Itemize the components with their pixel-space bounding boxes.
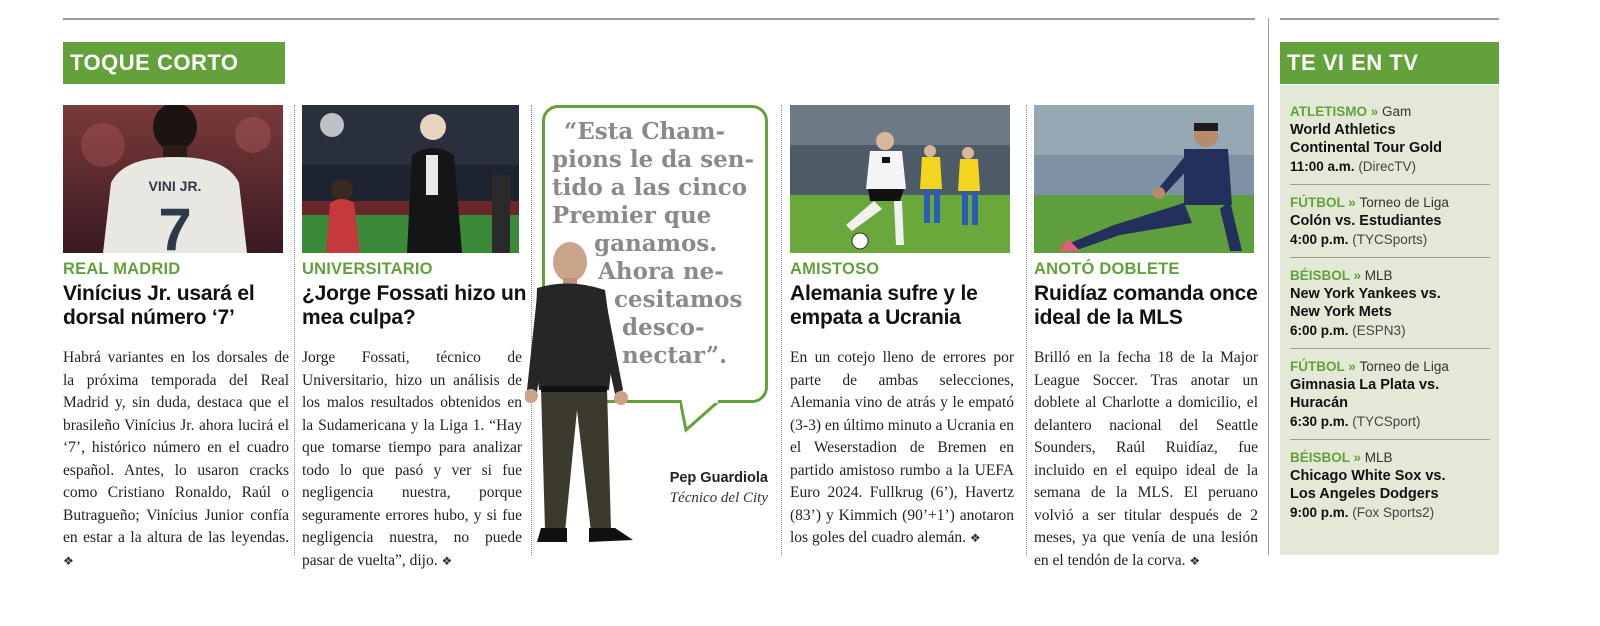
tv-event: New York Yankees vs. New York Mets <box>1290 286 1441 320</box>
tv-separator <box>1290 439 1490 440</box>
tv-time: 9:00 p.m. (Fox Sports2) <box>1290 505 1435 520</box>
quote-bubble-tail <box>680 400 740 434</box>
article-photo-alemania <box>790 105 1010 253</box>
quote-attribution-role: Técnico del City <box>669 490 768 506</box>
tv-league: Gam <box>1382 104 1412 119</box>
top-rule-sidebar <box>1280 18 1499 20</box>
article-body: Jorge Fossati, técnico de Universitario, hizo un análisis de los malos resultados obtenidos en la Sudamericana y la Liga 1. “Hay que tomarse tiempo para analizar todo lo que pasó y ver si fue negligencia nuestra, porque seguramente errores hubo, y si fue negligencia nuestra, no puede pasar de vuelta”, dijo. ❖ <box>302 349 522 569</box>
tv-sport: BÉISBOL <box>1290 450 1350 465</box>
tv-separator <box>1290 257 1490 258</box>
tv-sport: BÉISBOL <box>1290 268 1350 283</box>
article-headline[interactable]: ¿Jorge Fossati hizo un mea culpa? <box>302 282 527 329</box>
tv-time: 11:00 a.m. (DirecTV) <box>1290 159 1417 174</box>
article-body: En un cotejo lleno de errores por parte de ambas selecciones, Alemania vino de atrás y le empató (3-3) en último minuto a Ucrania en el Weserstadion de Bremen en partido amistoso rumbo a la UEFA Euro 2024. Fullkrug (6’), Havertz (83’) y Kimmich (90’+1’) anotaron los goles del cuadro alemán. ❖ <box>790 349 1014 546</box>
column-separator <box>1026 105 1027 555</box>
tv-listing <box>1290 449 1490 520</box>
sidebar-title: TE VI EN TV <box>1287 50 1419 75</box>
column-separator <box>294 105 295 555</box>
double-chevron-icon: » <box>1349 268 1365 283</box>
tv-time: 6:30 p.m. (TYCSport) <box>1290 414 1421 429</box>
tv-time: 6:00 p.m. (ESPN3) <box>1290 323 1406 338</box>
top-rule-main <box>63 18 1255 20</box>
column-separator <box>781 105 782 555</box>
article-photo-vinicius <box>63 105 283 253</box>
double-chevron-icon: » <box>1344 195 1360 210</box>
double-chevron-icon: » <box>1344 359 1360 374</box>
article-headline[interactable]: Vinícius Jr. usará el dorsal número ‘7’ <box>63 282 255 329</box>
jersey-name: VINI JR. <box>148 178 202 194</box>
guardiola-figure <box>525 240 645 545</box>
article-photo-fossati <box>302 105 519 253</box>
tv-league: MLB <box>1364 450 1393 465</box>
quote-text: “Esta Cham- pions le da sen- tido a las cinco Premier que ganamos. Ahora ne- cesitamos desco- nectar”. <box>552 118 755 369</box>
tv-league: Torneo de Liga <box>1359 359 1449 374</box>
double-chevron-icon: » <box>1367 104 1383 119</box>
article-body: Brilló en la fecha 18 de la Major League Soccer. Tras anotar un doblete al Charlotte a domicilio, el delantero nacional del Seattle Sounders, Raúl Ruidíaz, fue incluido en el equipo ideal de la semana de la MLS. El peruano volvió a ser titular después de 2 meses, ya que venía de una lesión en el tendón de la corva. ❖ <box>1034 349 1258 569</box>
article-body: Habrá variantes en los dorsales de la próxima temporada del Real Madrid y, sin duda, destaca que el brasileño Vinícius Jr. ahora lucirá el ‘7’, histórico número en el cuadro español. Antes, lo usaron cracks como Cristiano Ronaldo, Raúl o Butragueño; Vinícius Junior confía en estar a la altura de las leyendas. ❖ <box>63 349 289 568</box>
sidebar-banner <box>1280 42 1499 84</box>
svg-text:7: 7 <box>158 196 192 253</box>
tv-separator <box>1290 184 1490 185</box>
diamond-dots-icon: ❖ <box>441 553 453 568</box>
article-kicker: AMISTOSO <box>790 260 880 278</box>
quote-attribution-name: Pep Guardiola <box>669 470 768 486</box>
tv-league: Torneo de Liga <box>1359 195 1449 210</box>
tv-event: Gimnasia La Plata vs. Huracán <box>1290 377 1440 411</box>
tv-listing <box>1290 194 1490 247</box>
section-title: TOQUE CORTO <box>70 50 239 75</box>
article-headline[interactable]: Ruidíaz comanda once ideal de la MLS <box>1034 282 1258 329</box>
article-headline[interactable]: Alemania sufre y le empata a Ucrania <box>790 282 978 329</box>
tv-time: 4:00 p.m. (TYCSports) <box>1290 232 1428 247</box>
sidebar-divider <box>1268 18 1269 555</box>
tv-listing <box>1290 103 1490 174</box>
tv-separator <box>1290 348 1490 349</box>
diamond-dots-icon: ❖ <box>63 553 74 568</box>
tv-event: Colón vs. Estudiantes <box>1290 213 1442 229</box>
diamond-dots-icon: ❖ <box>969 531 981 545</box>
double-chevron-icon: » <box>1349 450 1365 465</box>
diamond-dots-icon: ❖ <box>1189 553 1201 568</box>
article-kicker: ANOTÓ DOBLETE <box>1034 260 1180 278</box>
tv-listing <box>1290 358 1490 429</box>
tv-sport: FÚTBOL <box>1290 359 1345 374</box>
article-kicker: REAL MADRID <box>63 260 181 278</box>
tv-event: World Athletics Continental Tour Gold <box>1290 122 1442 156</box>
section-banner <box>63 42 285 84</box>
tv-sport: ATLETISMO <box>1290 104 1367 119</box>
tv-listing <box>1290 267 1490 338</box>
tv-event: Chicago White Sox vs. Los Angeles Dodgers <box>1290 468 1446 502</box>
tv-sport: FÚTBOL <box>1290 195 1345 210</box>
article-photo-ruidiaz <box>1034 105 1254 253</box>
tv-league: MLB <box>1364 268 1393 283</box>
article-kicker: UNIVERSITARIO <box>302 260 433 278</box>
